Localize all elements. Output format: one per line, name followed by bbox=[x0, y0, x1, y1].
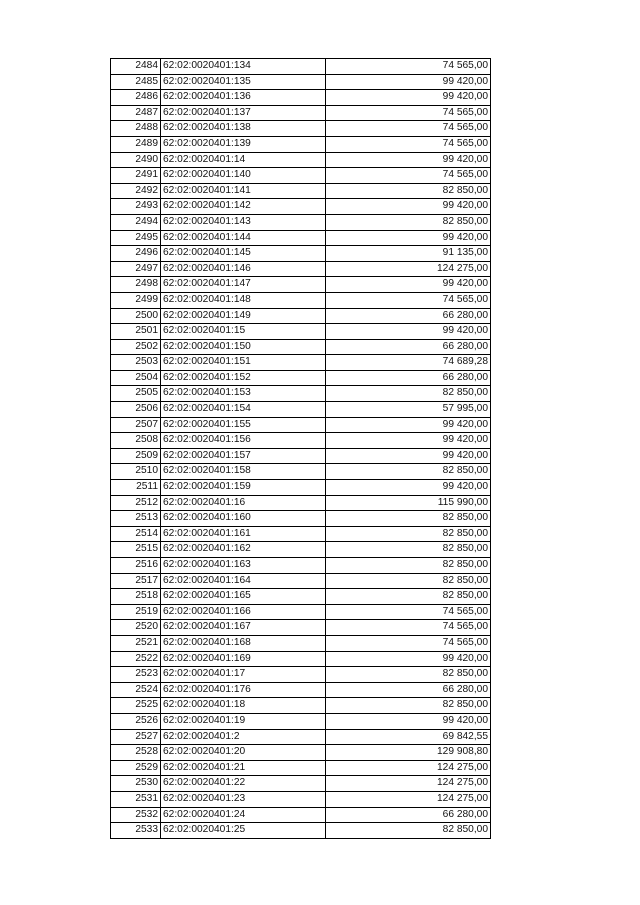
row-number-cell: 2507 bbox=[111, 417, 161, 433]
cadastral-number-cell: 62:02:0020401:22 bbox=[161, 776, 326, 792]
cadastral-value-cell: 74 689,28 bbox=[326, 355, 491, 371]
row-number-cell: 2498 bbox=[111, 277, 161, 293]
table-row bbox=[111, 807, 491, 823]
row-number-cell: 2520 bbox=[111, 620, 161, 636]
cadastral-value-cell: 124 275,00 bbox=[326, 791, 491, 807]
table-row bbox=[111, 495, 491, 511]
cadastral-value-cell: 99 420,00 bbox=[326, 713, 491, 729]
row-number-cell: 2495 bbox=[111, 230, 161, 246]
table-row bbox=[111, 199, 491, 215]
table-row bbox=[111, 324, 491, 340]
table-row bbox=[111, 339, 491, 355]
cadastral-value-cell: 66 280,00 bbox=[326, 370, 491, 386]
table-row bbox=[111, 277, 491, 293]
cadastral-value-cell: 99 420,00 bbox=[326, 651, 491, 667]
cadastral-value-cell: 82 850,00 bbox=[326, 526, 491, 542]
row-number-cell: 2513 bbox=[111, 511, 161, 527]
cadastral-value-cell: 82 850,00 bbox=[326, 511, 491, 527]
cadastral-value-cell: 99 420,00 bbox=[326, 74, 491, 90]
table-row bbox=[111, 183, 491, 199]
cadastral-value-cell: 115 990,00 bbox=[326, 495, 491, 511]
cadastral-number-cell: 62:02:0020401:176 bbox=[161, 682, 326, 698]
cadastral-number-cell: 62:02:0020401:135 bbox=[161, 74, 326, 90]
row-number-cell: 2524 bbox=[111, 682, 161, 698]
row-number-cell: 2485 bbox=[111, 74, 161, 90]
row-number-cell: 2494 bbox=[111, 214, 161, 230]
row-number-cell: 2527 bbox=[111, 729, 161, 745]
cadastral-value-cell: 99 420,00 bbox=[326, 448, 491, 464]
table-row bbox=[111, 105, 491, 121]
row-number-cell: 2530 bbox=[111, 776, 161, 792]
table-row bbox=[111, 261, 491, 277]
table-row bbox=[111, 698, 491, 714]
table-row bbox=[111, 651, 491, 667]
cadastral-value-cell: 82 850,00 bbox=[326, 214, 491, 230]
cadastral-value-cell: 74 565,00 bbox=[326, 105, 491, 121]
table-row bbox=[111, 542, 491, 558]
cadastral-number-cell: 62:02:0020401:16 bbox=[161, 495, 326, 511]
row-number-cell: 2490 bbox=[111, 152, 161, 168]
row-number-cell: 2517 bbox=[111, 573, 161, 589]
cadastral-number-cell: 62:02:0020401:21 bbox=[161, 760, 326, 776]
cadastral-value-table bbox=[110, 58, 491, 839]
row-number-cell: 2497 bbox=[111, 261, 161, 277]
table-row bbox=[111, 292, 491, 308]
table-row bbox=[111, 729, 491, 745]
cadastral-value-cell: 74 565,00 bbox=[326, 136, 491, 152]
cadastral-value-cell: 74 565,00 bbox=[326, 121, 491, 137]
cadastral-number-cell: 62:02:0020401:158 bbox=[161, 464, 326, 480]
cadastral-value-cell: 124 275,00 bbox=[326, 261, 491, 277]
cadastral-number-cell: 62:02:0020401:139 bbox=[161, 136, 326, 152]
cadastral-number-cell: 62:02:0020401:19 bbox=[161, 713, 326, 729]
cadastral-value-cell: 66 280,00 bbox=[326, 339, 491, 355]
table-row bbox=[111, 667, 491, 683]
cadastral-number-cell: 62:02:0020401:24 bbox=[161, 807, 326, 823]
row-number-cell: 2529 bbox=[111, 760, 161, 776]
row-number-cell: 2503 bbox=[111, 355, 161, 371]
cadastral-number-cell: 62:02:0020401:153 bbox=[161, 386, 326, 402]
cadastral-value-cell: 91 135,00 bbox=[326, 246, 491, 262]
cadastral-number-cell: 62:02:0020401:151 bbox=[161, 355, 326, 371]
table-row bbox=[111, 417, 491, 433]
row-number-cell: 2509 bbox=[111, 448, 161, 464]
cadastral-value-cell: 99 420,00 bbox=[326, 90, 491, 106]
row-number-cell: 2512 bbox=[111, 495, 161, 511]
cadastral-value-cell: 74 565,00 bbox=[326, 604, 491, 620]
cadastral-number-cell: 62:02:0020401:169 bbox=[161, 651, 326, 667]
table-row bbox=[111, 448, 491, 464]
cadastral-value-cell: 124 275,00 bbox=[326, 776, 491, 792]
table-row bbox=[111, 745, 491, 761]
table-row bbox=[111, 464, 491, 480]
table-row bbox=[111, 74, 491, 90]
cadastral-value-cell: 69 842,55 bbox=[326, 729, 491, 745]
cadastral-number-cell: 62:02:0020401:150 bbox=[161, 339, 326, 355]
table-row bbox=[111, 214, 491, 230]
cadastral-value-cell: 99 420,00 bbox=[326, 152, 491, 168]
table-row bbox=[111, 136, 491, 152]
table-row bbox=[111, 355, 491, 371]
row-number-cell: 2486 bbox=[111, 90, 161, 106]
cadastral-number-cell: 62:02:0020401:163 bbox=[161, 558, 326, 574]
cadastral-number-cell: 62:02:0020401:140 bbox=[161, 168, 326, 184]
row-number-cell: 2504 bbox=[111, 370, 161, 386]
row-number-cell: 2492 bbox=[111, 183, 161, 199]
table-row bbox=[111, 433, 491, 449]
document-page bbox=[110, 58, 490, 839]
cadastral-number-cell: 62:02:0020401:143 bbox=[161, 214, 326, 230]
cadastral-number-cell: 62:02:0020401:17 bbox=[161, 667, 326, 683]
table-row bbox=[111, 760, 491, 776]
row-number-cell: 2484 bbox=[111, 59, 161, 75]
table-row bbox=[111, 168, 491, 184]
cadastral-number-cell: 62:02:0020401:146 bbox=[161, 261, 326, 277]
cadastral-number-cell: 62:02:0020401:154 bbox=[161, 402, 326, 418]
cadastral-value-cell: 66 280,00 bbox=[326, 682, 491, 698]
table-row bbox=[111, 511, 491, 527]
table-row bbox=[111, 90, 491, 106]
row-number-cell: 2516 bbox=[111, 558, 161, 574]
cadastral-number-cell: 62:02:0020401:144 bbox=[161, 230, 326, 246]
cadastral-number-cell: 62:02:0020401:159 bbox=[161, 480, 326, 496]
row-number-cell: 2522 bbox=[111, 651, 161, 667]
cadastral-number-cell: 62:02:0020401:155 bbox=[161, 417, 326, 433]
table-row bbox=[111, 308, 491, 324]
row-number-cell: 2500 bbox=[111, 308, 161, 324]
cadastral-number-cell: 62:02:0020401:156 bbox=[161, 433, 326, 449]
cadastral-value-cell: 99 420,00 bbox=[326, 417, 491, 433]
table-row bbox=[111, 59, 491, 75]
table-row bbox=[111, 121, 491, 137]
row-number-cell: 2523 bbox=[111, 667, 161, 683]
cadastral-number-cell: 62:02:0020401:138 bbox=[161, 121, 326, 137]
row-number-cell: 2515 bbox=[111, 542, 161, 558]
row-number-cell: 2491 bbox=[111, 168, 161, 184]
cadastral-number-cell: 62:02:0020401:168 bbox=[161, 635, 326, 651]
cadastral-value-cell: 82 850,00 bbox=[326, 698, 491, 714]
cadastral-number-cell: 62:02:0020401:166 bbox=[161, 604, 326, 620]
cadastral-value-cell: 82 850,00 bbox=[326, 542, 491, 558]
table-row bbox=[111, 589, 491, 605]
row-number-cell: 2488 bbox=[111, 121, 161, 137]
table-row bbox=[111, 682, 491, 698]
cadastral-value-cell: 74 565,00 bbox=[326, 59, 491, 75]
cadastral-value-cell: 82 850,00 bbox=[326, 589, 491, 605]
cadastral-value-cell: 99 420,00 bbox=[326, 433, 491, 449]
row-number-cell: 2506 bbox=[111, 402, 161, 418]
row-number-cell: 2514 bbox=[111, 526, 161, 542]
cadastral-number-cell: 62:02:0020401:20 bbox=[161, 745, 326, 761]
row-number-cell: 2528 bbox=[111, 745, 161, 761]
cadastral-number-cell: 62:02:0020401:134 bbox=[161, 59, 326, 75]
row-number-cell: 2487 bbox=[111, 105, 161, 121]
table-row bbox=[111, 713, 491, 729]
table-body bbox=[111, 59, 491, 839]
cadastral-number-cell: 62:02:0020401:147 bbox=[161, 277, 326, 293]
cadastral-value-cell: 82 850,00 bbox=[326, 386, 491, 402]
table-row bbox=[111, 402, 491, 418]
cadastral-value-cell: 82 850,00 bbox=[326, 558, 491, 574]
table-row bbox=[111, 604, 491, 620]
table-row bbox=[111, 620, 491, 636]
cadastral-number-cell: 62:02:0020401:14 bbox=[161, 152, 326, 168]
row-number-cell: 2531 bbox=[111, 791, 161, 807]
row-number-cell: 2508 bbox=[111, 433, 161, 449]
table-row bbox=[111, 791, 491, 807]
table-row bbox=[111, 558, 491, 574]
row-number-cell: 2510 bbox=[111, 464, 161, 480]
cadastral-number-cell: 62:02:0020401:157 bbox=[161, 448, 326, 464]
cadastral-value-cell: 66 280,00 bbox=[326, 308, 491, 324]
table-row bbox=[111, 573, 491, 589]
cadastral-value-cell: 74 565,00 bbox=[326, 635, 491, 651]
cadastral-number-cell: 62:02:0020401:15 bbox=[161, 324, 326, 340]
cadastral-number-cell: 62:02:0020401:152 bbox=[161, 370, 326, 386]
table-row bbox=[111, 635, 491, 651]
cadastral-number-cell: 62:02:0020401:165 bbox=[161, 589, 326, 605]
cadastral-number-cell: 62:02:0020401:162 bbox=[161, 542, 326, 558]
row-number-cell: 2532 bbox=[111, 807, 161, 823]
row-number-cell: 2519 bbox=[111, 604, 161, 620]
cadastral-number-cell: 62:02:0020401:18 bbox=[161, 698, 326, 714]
cadastral-number-cell: 62:02:0020401:137 bbox=[161, 105, 326, 121]
row-number-cell: 2518 bbox=[111, 589, 161, 605]
cadastral-number-cell: 62:02:0020401:149 bbox=[161, 308, 326, 324]
cadastral-number-cell: 62:02:0020401:23 bbox=[161, 791, 326, 807]
row-number-cell: 2533 bbox=[111, 823, 161, 839]
table-row bbox=[111, 370, 491, 386]
row-number-cell: 2505 bbox=[111, 386, 161, 402]
cadastral-value-cell: 66 280,00 bbox=[326, 807, 491, 823]
cadastral-number-cell: 62:02:0020401:148 bbox=[161, 292, 326, 308]
table-row bbox=[111, 230, 491, 246]
row-number-cell: 2489 bbox=[111, 136, 161, 152]
table-row bbox=[111, 386, 491, 402]
row-number-cell: 2502 bbox=[111, 339, 161, 355]
row-number-cell: 2511 bbox=[111, 480, 161, 496]
cadastral-number-cell: 62:02:0020401:161 bbox=[161, 526, 326, 542]
row-number-cell: 2493 bbox=[111, 199, 161, 215]
cadastral-number-cell: 62:02:0020401:136 bbox=[161, 90, 326, 106]
cadastral-number-cell: 62:02:0020401:141 bbox=[161, 183, 326, 199]
cadastral-value-cell: 99 420,00 bbox=[326, 324, 491, 340]
table-row bbox=[111, 152, 491, 168]
cadastral-value-cell: 74 565,00 bbox=[326, 292, 491, 308]
table-row bbox=[111, 526, 491, 542]
cadastral-number-cell: 62:02:0020401:164 bbox=[161, 573, 326, 589]
cadastral-number-cell: 62:02:0020401:2 bbox=[161, 729, 326, 745]
cadastral-value-cell: 124 275,00 bbox=[326, 760, 491, 776]
cadastral-value-cell: 99 420,00 bbox=[326, 277, 491, 293]
cadastral-value-cell: 82 850,00 bbox=[326, 823, 491, 839]
cadastral-number-cell: 62:02:0020401:167 bbox=[161, 620, 326, 636]
row-number-cell: 2521 bbox=[111, 635, 161, 651]
cadastral-value-cell: 99 420,00 bbox=[326, 480, 491, 496]
row-number-cell: 2525 bbox=[111, 698, 161, 714]
cadastral-value-cell: 74 565,00 bbox=[326, 168, 491, 184]
cadastral-value-cell: 99 420,00 bbox=[326, 199, 491, 215]
row-number-cell: 2526 bbox=[111, 713, 161, 729]
row-number-cell: 2496 bbox=[111, 246, 161, 262]
cadastral-value-cell: 82 850,00 bbox=[326, 464, 491, 480]
cadastral-value-cell: 82 850,00 bbox=[326, 573, 491, 589]
cadastral-value-cell: 82 850,00 bbox=[326, 667, 491, 683]
cadastral-value-cell: 99 420,00 bbox=[326, 230, 491, 246]
cadastral-value-cell: 82 850,00 bbox=[326, 183, 491, 199]
cadastral-number-cell: 62:02:0020401:142 bbox=[161, 199, 326, 215]
table-row bbox=[111, 776, 491, 792]
table-row bbox=[111, 823, 491, 839]
table-row bbox=[111, 246, 491, 262]
row-number-cell: 2499 bbox=[111, 292, 161, 308]
row-number-cell: 2501 bbox=[111, 324, 161, 340]
cadastral-value-cell: 74 565,00 bbox=[326, 620, 491, 636]
cadastral-number-cell: 62:02:0020401:25 bbox=[161, 823, 326, 839]
cadastral-number-cell: 62:02:0020401:160 bbox=[161, 511, 326, 527]
table-row bbox=[111, 480, 491, 496]
cadastral-value-cell: 129 908,80 bbox=[326, 745, 491, 761]
cadastral-number-cell: 62:02:0020401:145 bbox=[161, 246, 326, 262]
cadastral-value-cell: 57 995,00 bbox=[326, 402, 491, 418]
